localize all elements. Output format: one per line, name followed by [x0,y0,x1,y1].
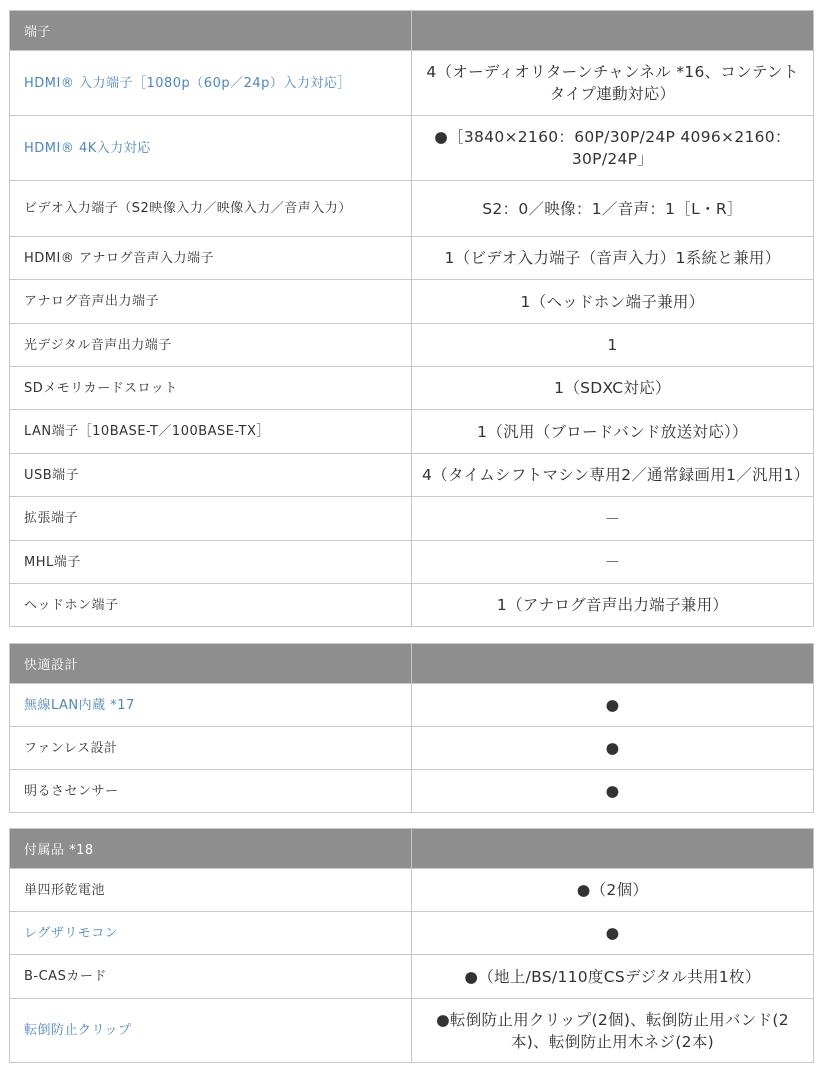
row-value: 1（汎用（ブロードバンド放送対応）） [412,410,814,454]
row-value: 1（SDXC対応） [412,367,814,410]
table-row [10,912,814,955]
table-row [10,116,814,181]
row-value: ● [412,727,814,770]
table-row [10,410,814,454]
table-row [10,869,814,912]
row-value: 1（ヘッドホン端子兼用） [412,280,814,324]
row-key: LAN端子［10BASE-T／100BASE-TX］ [10,410,412,454]
row-value: － [412,497,814,541]
table-row [10,584,814,627]
row-value: ● [412,770,814,813]
table-row [10,541,814,584]
row-value: ● [412,684,814,727]
row-key: 拡張端子 [10,497,412,541]
section-accessories [9,828,814,1063]
row-key: ファンレス設計 [10,727,412,770]
section-title: 快適設計 [10,644,412,684]
row-value: ●［3840×2160：60P/30P/24P 4096×2160：30P/24P」 [412,116,814,181]
section-comfort [9,643,814,813]
section-title: 端子 [10,11,412,51]
row-key: MHL端子 [10,541,412,584]
section-title: 付属品 *18 [10,829,412,869]
row-key-link[interactable]: 無線LAN内蔵 *17 [10,684,412,727]
spec-table-accessories [9,828,814,1063]
table-row [10,684,814,727]
spec-table-comfort [9,643,814,813]
row-key: 単四形乾電池 [10,869,412,912]
row-value: ●（2個） [412,869,814,912]
table-row [10,237,814,280]
table-row [10,955,814,999]
row-key-link[interactable]: 転倒防止クリップ [10,999,412,1063]
row-value: 1 [412,324,814,367]
section-header-blank [412,11,814,51]
table-row [10,367,814,410]
row-value: S2：0／映像：1／音声：1［L・R］ [412,181,814,237]
row-key: B-CASカード [10,955,412,999]
section-header-blank [412,829,814,869]
row-key-link[interactable]: HDMI® 4K入力対応 [10,116,412,181]
row-key: 光デジタル音声出力端子 [10,324,412,367]
table-row [10,497,814,541]
row-value: ● [412,912,814,955]
row-value: ●（地上/BS/110度CSデジタル共用1枚） [412,955,814,999]
row-value: 1（ビデオ入力端子（音声入力）1系統と兼用） [412,237,814,280]
row-key-link[interactable]: HDMI® 入力端子［1080p（60p／24p）入力対応］ [10,51,412,116]
row-key: 明るさセンサー [10,770,412,813]
table-row [10,454,814,497]
table-row [10,770,814,813]
table-row [10,280,814,324]
row-value: 4（タイムシフトマシン専用2／通常録画用1／汎用1） [412,454,814,497]
row-value: ●転倒防止用クリップ(2個)、転倒防止用バンド(2本)、転倒防止用木ネジ(2本) [412,999,814,1063]
row-key: アナログ音声出力端子 [10,280,412,324]
table-row [10,324,814,367]
table-row [10,999,814,1063]
row-value: 4（オーディオリターンチャンネル *16、コンテントタイプ連動対応） [412,51,814,116]
table-row [10,181,814,237]
spec-table-terminals [9,10,814,627]
section-terminals [9,10,814,627]
table-row [10,51,814,116]
row-key-link[interactable]: レグザリモコン [10,912,412,955]
row-key: ビデオ入力端子（S2映像入力／映像入力／音声入力） [10,181,412,237]
row-key: ヘッドホン端子 [10,584,412,627]
section-header-blank [412,644,814,684]
row-key: USB端子 [10,454,412,497]
row-key: SDメモリカードスロット [10,367,412,410]
row-value: － [412,541,814,584]
row-value: 1（アナログ音声出力端子兼用） [412,584,814,627]
row-key: HDMI® アナログ音声入力端子 [10,237,412,280]
table-row [10,727,814,770]
